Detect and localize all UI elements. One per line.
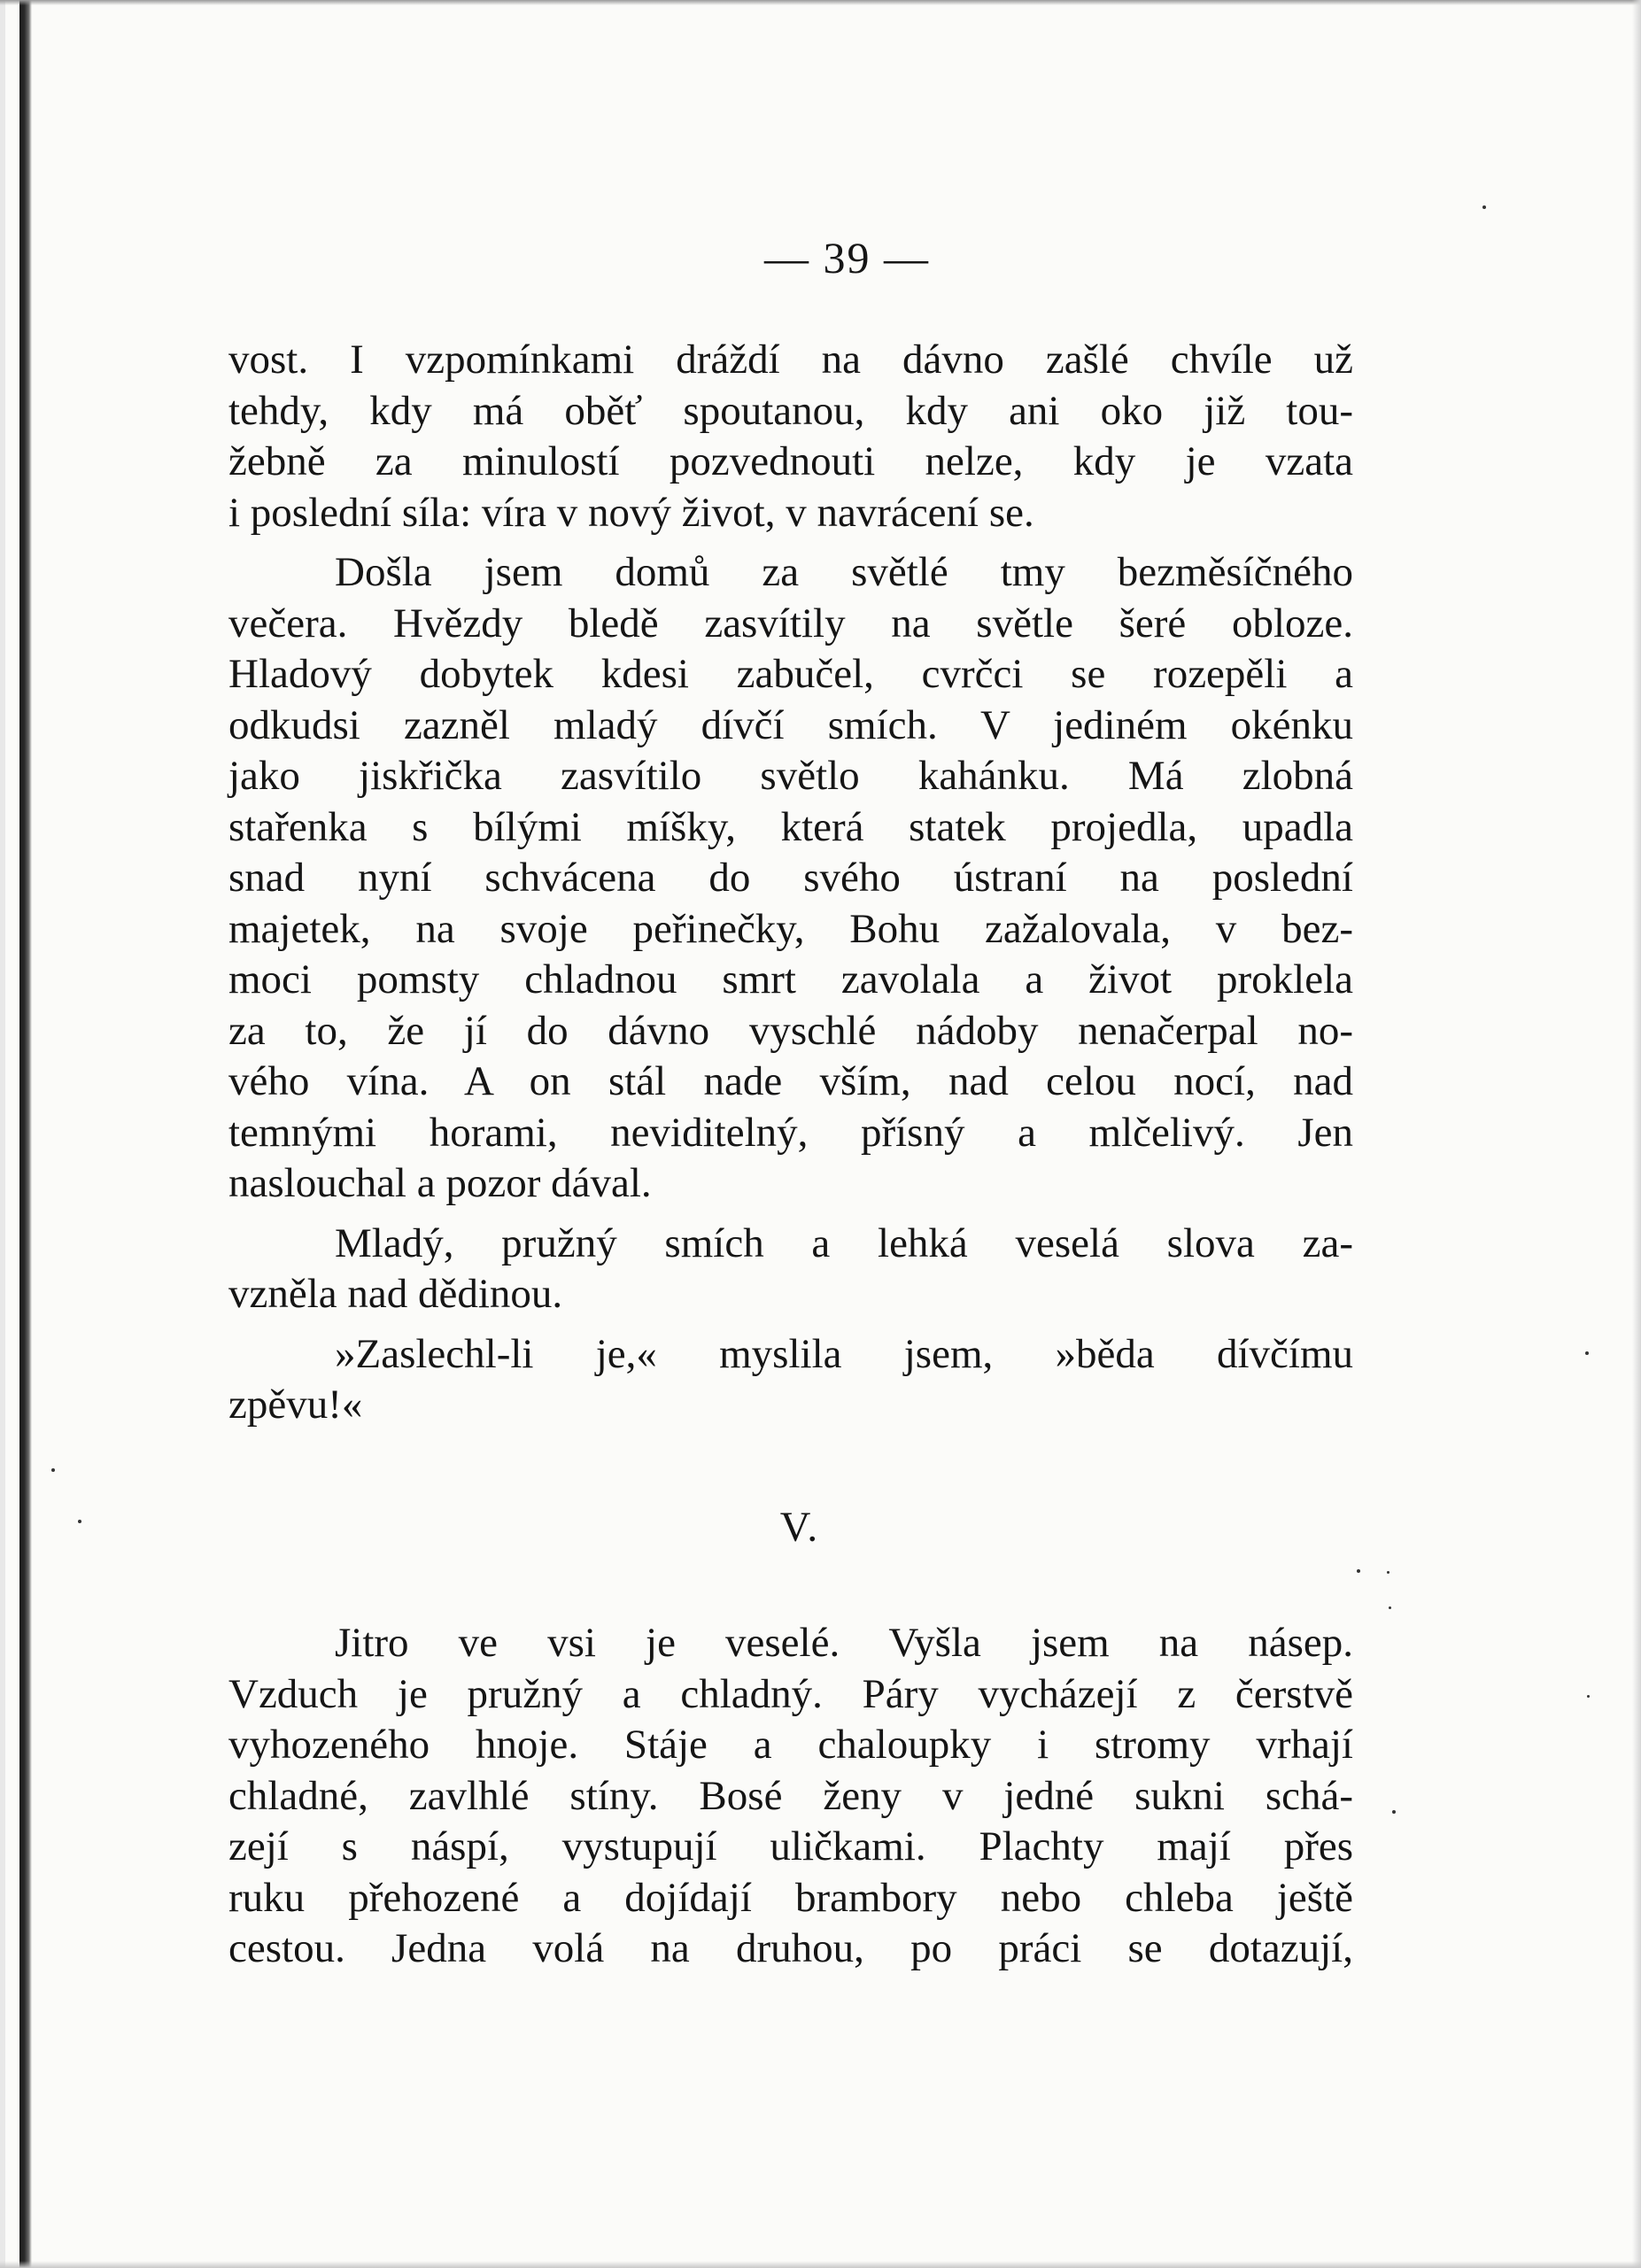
scan-speck: [1387, 1571, 1389, 1574]
scan-speck: [1587, 1695, 1590, 1698]
text-line: i poslední síla: víra v nový život, v navrácení se.: [228, 489, 1034, 536]
text-line: žebně za minulostí pozvednouti nelze, kdy je vzata: [228, 438, 1353, 484]
text-line: za to, že jí do dávno vyschlé nádoby nenačerpal no-: [228, 1007, 1353, 1054]
text-line: vého vína. A on stál nade vším, nad celou nocí, nad: [228, 1058, 1353, 1104]
scan-speck: [78, 1520, 81, 1523]
text-line: vost. I vzpomínkami dráždí na dávno zašlé chvíle už: [228, 337, 1353, 383]
paragraph: [228, 1329, 1353, 1431]
text-line: majetek, na svoje peřinečky, Bohu zažalovala, v bez-: [228, 905, 1353, 952]
text-line: vyhozeného hnoje. Stáje a chaloupky i stromy vrhají: [228, 1722, 1353, 1768]
paragraph: [228, 335, 1353, 538]
paragraph: [228, 547, 1353, 1210]
page-number: — 39 —: [764, 233, 930, 283]
scan-speck: [1392, 1810, 1396, 1814]
text-line: vzněla nad dědinou.: [228, 1271, 563, 1317]
text-line: »Zaslechl-li je,« myslila jsem, »běda dívčímu: [335, 1330, 1353, 1377]
text-line: snad nyní schvácena do svého ústraní na poslední: [228, 855, 1353, 901]
page-body-text: [228, 335, 1353, 1975]
scan-speck: [1585, 1351, 1589, 1355]
text-line: odkudsi zazněl mladý dívčí smích. V jediném okénku: [228, 701, 1353, 748]
text-line: Jitro ve vsi je veselé. Vyšla jsem na násep.: [335, 1620, 1353, 1666]
text-line: naslouchal a pozor dával.: [228, 1160, 652, 1206]
text-line: cestou. Jedna volá na druhou, po práci se dotazují,: [228, 1925, 1353, 1971]
text-line: ruku přehozené a dojídají brambory nebo chleba ještě: [228, 1874, 1353, 1921]
text-line: Hladový dobytek kdesi zabučel, cvrčci se rozepěli a: [228, 651, 1353, 697]
text-line: temnými horami, neviditelný, přísný a mlčelivý. Jen: [228, 1109, 1353, 1156]
text-line: jako jiskřička zasvítilo světlo kahánku. Má zlobná: [228, 753, 1353, 799]
text-line: chladné, zavlhlé stíny. Bosé ženy v jedné sukni schá-: [228, 1772, 1353, 1819]
scan-speck: [1357, 1569, 1360, 1573]
text-line: zpěvu!«: [228, 1382, 363, 1428]
text-line: tehdy, kdy má oběť spoutanou, kdy ani oko již tou-: [228, 387, 1353, 434]
paragraph: [228, 1618, 1353, 1975]
text-line: zejí s náspí, vystupují uličkami. Plachty mají přes: [228, 1823, 1353, 1869]
scan-bottom-edge: [0, 2261, 1641, 2268]
scan-right-edge: [1632, 0, 1641, 2268]
chapter-heading: V.: [779, 1503, 820, 1551]
scan-speck: [1482, 205, 1486, 209]
book-binding-edge: [19, 0, 32, 2268]
text-line: Došla jsem domů za světlé tmy bezměsíčného: [335, 549, 1353, 595]
scan-speck: [51, 1468, 55, 1472]
scan-speck: [1389, 1606, 1391, 1609]
text-line: Mladý, pružný smích a lehká veselá slova za-: [335, 1219, 1353, 1266]
paragraph: [228, 1219, 1353, 1320]
text-line: večera. Hvězdy bledě zasvítily na světle šeré obloze.: [228, 600, 1353, 646]
text-line: stařenka s bílými míšky, která statek projedla, upadla: [228, 803, 1353, 850]
scan-left-margin: [0, 0, 5, 2268]
text-line: moci pomsty chladnou smrt zavolala a život proklela: [228, 956, 1353, 1002]
text-line: Vzduch je pružný a chladný. Páry vycházejí z čerstvě: [228, 1670, 1353, 1717]
scan-top-edge: [0, 0, 1641, 5]
